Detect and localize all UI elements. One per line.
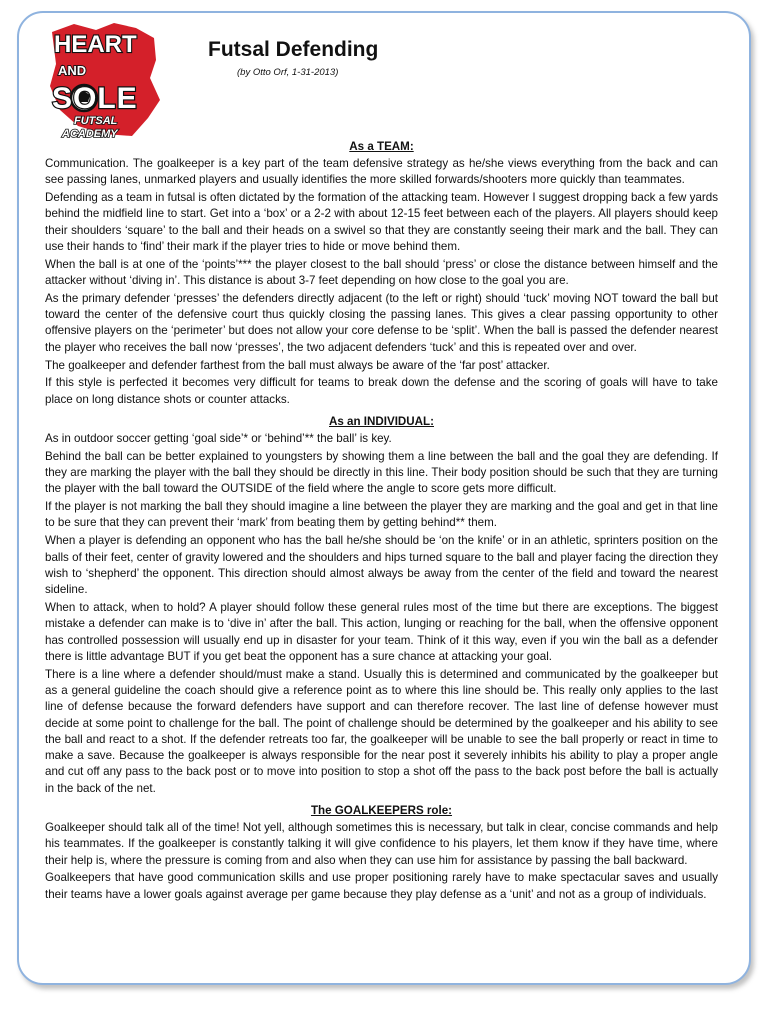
paragraph: If the player is not marking the ball they should imagine a line between the player they are marking and the goal and get in that line to be sure that they can prevent their ‘mark’ from beating them by getting behind** them. xyxy=(45,500,718,530)
individual-section-heading: As an INDIVIDUAL: xyxy=(329,414,434,428)
paragraph: Communication. The goalkeeper is a key part of the team defensive strategy as he/she views everything from the back and can see passing lanes, unmarked players and usually identifies the more skilled forwards/shooters more quickly than teammates. xyxy=(45,157,718,187)
heart-and-sole-logo xyxy=(44,20,166,140)
paragraph: Defending as a team in futsal is often dictated by the formation of the attacking team. However I suggest dropping back a few yards behind the midfield line to start. Get into a ‘box’ or a 2-2 with about 12-15 feet between each of the players. All players should keep their shoulders ‘square’ to the ball and their heads on a swivel so that they are constantly seeing their mark and the ball. They can use their hands to ‘find’ their mark if the player tries to hide or move behind them. xyxy=(45,191,718,253)
paragraph: Goalkeepers that have good communication skills and use proper positioning rarely have to make spectacular saves and usually their teams have a lower goals against average per game because they play defense as a ‘unit’ and not as a group of individuals. xyxy=(45,871,718,901)
team-section-heading: As a TEAM: xyxy=(349,140,414,153)
paragraph: As the primary defender ‘presses’ the defenders directly adjacent (to the left or right) should ‘tuck’ moving NOT toward the ball but toward the center of the defensive court thus quickly closing the passing lanes. This gives a clear passing opportunity to other offensive players on the ‘perimeter’ but does not allow your core defense to be ‘split’. When the ball is passed the defender nearest the player who receives the ball now ‘presses’, the two adjacent defenders ‘tuck’ and this is repeated over and over. xyxy=(45,291,718,354)
logo-sole-text: SOLE xyxy=(52,82,138,115)
author-byline: (by Otto Orf, 1-31-2013) xyxy=(237,67,339,78)
paragraph: Behind the ball can be better explained to youngsters by showing them a line between the ball and the goal they are defending. If they are marking the player with the ball they should be directly in this line. Their body position should be such that they are turning the player with the ball toward the OUTSIDE of the field where the angle to score gets more difficult. xyxy=(45,449,718,496)
paragraph: When a player is defending an opponent who has the ball he/she should be ‘on the knife’ or in an athletic, sprinters position on the balls of their feet, center of gravity lowered and the shoulders and hips turned square to the ball and player facing the direction they wish to ‘shepherd’ the opponent. This direction should almost always be away from the center of the field and toward the nearest sideline. xyxy=(45,534,718,597)
goalkeeper-section-heading: The GOALKEEPERS role: xyxy=(310,803,453,817)
paragraph: If this style is perfected it becomes very difficult for teams to break down the defense and the scoring of goals will have to take place on long distance shots or counter attacks. xyxy=(45,376,718,406)
logo-heart-text: HEART xyxy=(54,31,137,58)
paragraph: Goalkeeper should talk all of the time! Not yell, although sometimes this is necessary, but talk in clear, concise commands and help his teammates. If the goalkeeper is constantly talking it will give confidence to his players, let them know if they have time, where their help is, where the pressure is coming from and also when they can use him for assistance by passing the ball backward. xyxy=(45,820,718,867)
logo-and-text: AND xyxy=(58,63,87,78)
paragraph: When the ball is at one of the ‘points’*** the player closest to the ball should ‘press’ or close the distance between himself and the attacker without ‘diving in’. This distance is about 3-7 feet depending on how close to the goal you are. xyxy=(45,257,718,288)
paragraph: The goalkeeper and defender farthest from the ball must always be aware of the ‘far post’ attacker. xyxy=(45,358,550,372)
paragraph: As in outdoor soccer getting ‘goal side’* or ‘behind’** the ball’ is key. xyxy=(45,431,392,445)
individual-section xyxy=(45,414,718,797)
team-section xyxy=(45,139,718,408)
page-title: Futsal Defending xyxy=(208,38,379,61)
document-body xyxy=(45,139,718,909)
paragraph: When to attack, when to hold? A player should follow these general rules most of the time but there are exceptions. The biggest mistake a defender can make is to ‘dive in’ after the ball. This action, lunging or reaching for the ball, when the offensive opponent has controlled possession will usually end up in disaster for your team. Think of it this way, even if you win the ball as a defender there is little advantage BUT if you get beat the opponent has a sure chance at attacking your goal. xyxy=(45,600,718,663)
paragraph: There is a line where a defender should/must make a stand. Usually this is determined and communicated by the goalkeeper but as a general guideline the coach should give a reference point as to where this line should be. This really only applies to the last line of defense because the forward defenders have support and can therefore recover. The last line of defense however must decide at some point to challenge for the ball. The point of challenge should be determined by the goalkeeper and his ability to see the ball and react to a shot. If the defender retreats too far, the goalkeeper will be unable to see the ball properly or react in time to make a save. Because the goalkeeper is always responsible for the near post it severely inhibits his ability to play a proper angle and cut off any pass to the back post or to move into position to stop a shot off the pass to the back post before the ball is actually in the back of the net. xyxy=(45,667,718,795)
goalkeeper-section xyxy=(45,803,718,903)
logo-futsal-text: FUTSAL xyxy=(74,115,118,127)
logo-academy-text: ACADEMY xyxy=(62,128,118,140)
